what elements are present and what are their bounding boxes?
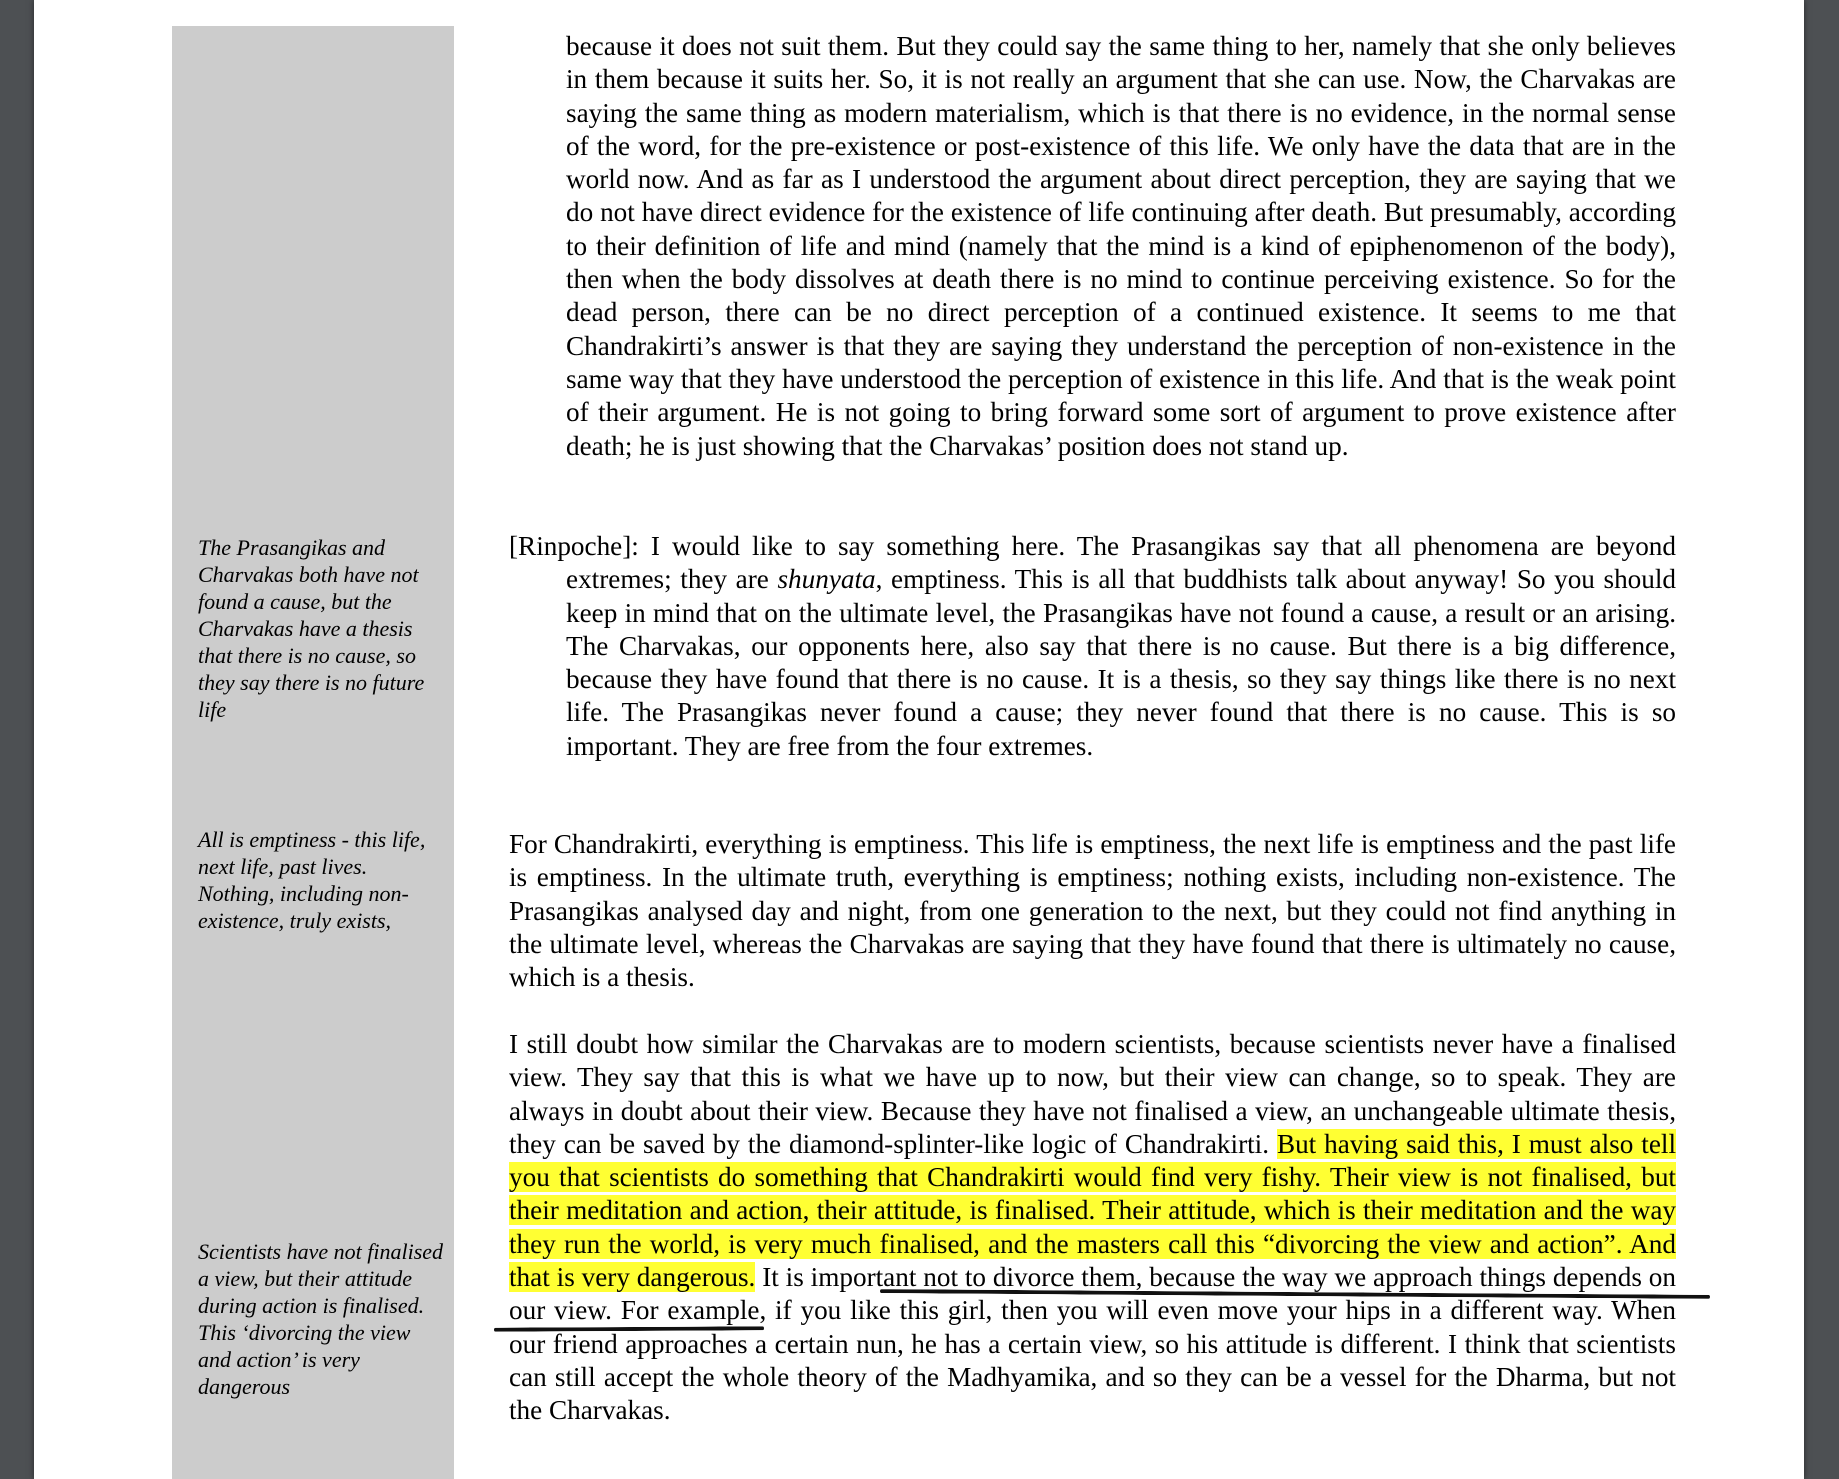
shunyata-term: shunyata <box>777 564 876 595</box>
paragraph-4 <box>509 1028 1676 1428</box>
margin-note-3: Scientists have not finalised a view, but their attitude during action is finalised. This ‘divorcing the view and action’ is very dangerous <box>198 1239 444 1399</box>
paragraph-4-start: I still doubt how similar the Charvakas are to modern scientists, because scientists never have a finalised view. They say that this is what we have up to now, but their view can change, so to speak. They are always in doubt about their view. Because they have not finalised a view, an unchangeable ultimate thesis, they can be saved by the diamond-splinter-like logic of Chandrakirti. <box>509 1029 1676 1159</box>
paragraph-3 <box>509 828 1676 994</box>
margin-note-1: The Prasangikas and Charvakas both have not found a cause, but the Charvakas have a thesis that there is no cause, so they say there is no future life <box>198 535 425 722</box>
paragraph-2-start: [Rinpoche]: I would like to say something here. The Prasangikas say that all phenomena are beyond extremes; they are <box>509 531 1676 595</box>
document-page <box>34 0 1804 1479</box>
paragraph-4-text <box>509 1028 1676 1428</box>
paragraph-1-text: because it does not suit them. But they could say the same thing to her, namely that she only believes in them because it suits her. So, it is not really an argument that she can use. Now, the Charvakas are saying the same thing as modern materialism, which is that there is no evidence, in the normal sense of the word, for the pre-existence or post-existence of this life. We only have the data that are in the world now. And as far as I understood the argument about direct perception, they are saying that we do not have direct evidence for the existence of life continuing after death. But presumably, according to their definition of life and mind (namely that the mind is a kind of epiphenomenon of the body), then when the body dissolves at death there is no mind to continue perceiving existence. So for the dead person, there can be no direct perception of a continued existence. It seems to me that Chandrakirti’s answer is that they are saying they understand the perception of non-existence in the same way that they have understood the perception of existence in this life. And that is the weak point of their argument. He is not going to bring forward some sort of argument to prove existence after death; he is just showing that the Charvakas’ position does not stand up. <box>566 31 1676 461</box>
paragraph-2-text <box>509 530 1677 763</box>
paragraph-1 <box>509 30 1676 463</box>
margin-note-2: All is emptiness - this life, next life, past lives. Nothing, including non-existence, truly exists, <box>198 827 426 933</box>
highlighted-passage: But having said this, I must also tell you that scientists do something that Chandrakirti would find very fishy. Their view is not finalised, but their meditation and action, their attitude, is finalised. Their attitude, which is their meditation and the way they run the world, is very much finalised, and the masters call this “divorcing the view and action”. And that is very dangerous. <box>509 1128 1676 1293</box>
paragraph-4-end: It is important not to divorce them, because the way we approach things depends on our view. For example, if you like this girl, then you will even move your hips in a different way. When our friend approaches a certain nun, he has a certain view, so his attitude is different. I think that scientists can still accept the whole theory of the Madhyamika, and so they can be a vessel for the Dharma, but not the Charvakas. <box>509 1262 1676 1426</box>
paragraph-2 <box>509 530 1676 763</box>
paragraph-2-end: , emptiness. This is all that buddhists talk about anyway! So you should keep in mind that on the ultimate level, the Prasangikas have not found a cause, a result or an arising. The Charvakas, our opponents here, also say that there is no cause. But there is a big difference, because they have found that there is no cause. It is a thesis, so they say things like there is no next life. The Prasangikas never found a cause; they never found that there is no cause. This is so important. They are free from the four extremes. <box>566 564 1677 761</box>
paragraph-3-text: For Chandrakirti, everything is emptiness. This life is emptiness, the next life is emptiness and the past life is emptiness. In the ultimate truth, everything is emptiness; nothing exists, including non-existence. The Prasangikas analysed day and night, from one generation to the next, but they could not find anything in the ultimate level, whereas the Charvakas are saying that they have found that there is ultimately no cause, which is a thesis. <box>509 829 1676 993</box>
